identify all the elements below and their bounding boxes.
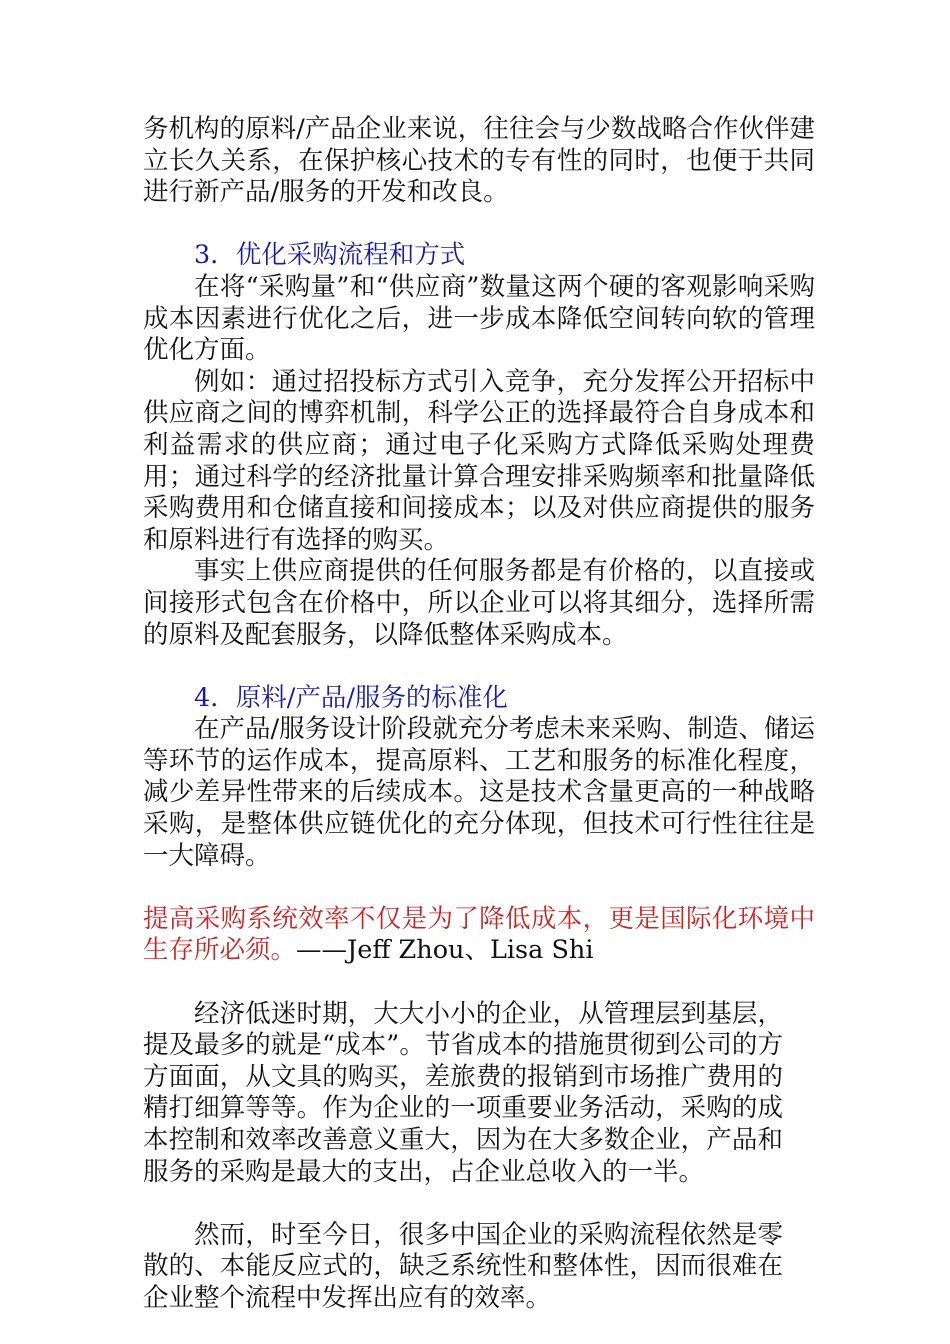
article-paragraph-1: 经济低迷时期，大大小小的企业，从管理层到基层，提及最多的就是“成本”。节省成本的措施贯彻到公司的方方面面，从文具的购买，差旅费的报销到市场推广费用的精打细算等等。作为企业的一项重要业务活动，采购的成本控制和效率改善意义重大，因为在大多数企业，产品和服务的采购是最大的支出，占企业总收入的一半。: [143, 998, 783, 1187]
article-title-line: [143, 904, 815, 967]
document-page: [143, 114, 815, 1315]
article-title: 提高采购系统效率不仅是为了降低成本，更是国际化环境中生存所必须。: [143, 903, 815, 966]
spacer: [143, 1188, 815, 1220]
section-4-heading: 4．原料/产品/服务的标准化: [194, 682, 508, 713]
section-4-paragraph: 在产品/服务设计阶段就充分考虑未来采购、制造、储运等环节的运作成本，提高原料、工艺和服务的标准化程度，减少差异性带来的后续成本。这是技术含量更高的一种战略采购，是整体供应链优化的充分体现，但技术可行性往往是一大障碍。: [143, 714, 815, 871]
article-paragraph-2: 然而，时至今日，很多中国企业的采购流程依然是零散的、本能反应式的，缺乏系统性和整体性，因而很难在企业整个流程中发挥出应有的效率。: [143, 1219, 783, 1313]
section-3-paragraph-3: 事实上供应商提供的任何服务都是有价格的，以直接或间接形式包含在价格中，所以企业可以将其细分，选择所需的原料及配套服务，以降低整体采购成本。: [143, 556, 815, 650]
spacer: [143, 209, 815, 241]
section-3-paragraph-1: 在将“采购量”和“供应商”数量这两个硬的客观影响采购成本因素进行优化之后，进一步成本降低空间转向软的管理优化方面。: [143, 271, 815, 366]
section-3-paragraph-2: 例如：通过招投标方式引入竞争，充分发挥公开招标中供应商之间的博弈机制，科学公正的选择最符合自身成本和利益需求的供应商；通过电子化采购方式降低采购处理费用；通过科学的经济批量计算合理安排采购频率和批量降低采购费用和仓储直接和间接成本；以及对供应商提供的服务和原料进行有选择的购买。: [143, 366, 815, 555]
spacer: [143, 651, 815, 683]
section-3-heading: 3．优化采购流程和方式: [194, 240, 466, 271]
intro-paragraph: 务机构的原料/产品企业来说，往往会与少数战略合作伙伴建立长久关系，在保护核心技术的专有性的同时，也便于共同进行新产品/服务的开发和改良。: [143, 114, 815, 208]
spacer: [143, 872, 815, 904]
article-author: ——Jeff Zhou、Lisa Shi: [296, 935, 594, 966]
spacer: [143, 967, 815, 999]
